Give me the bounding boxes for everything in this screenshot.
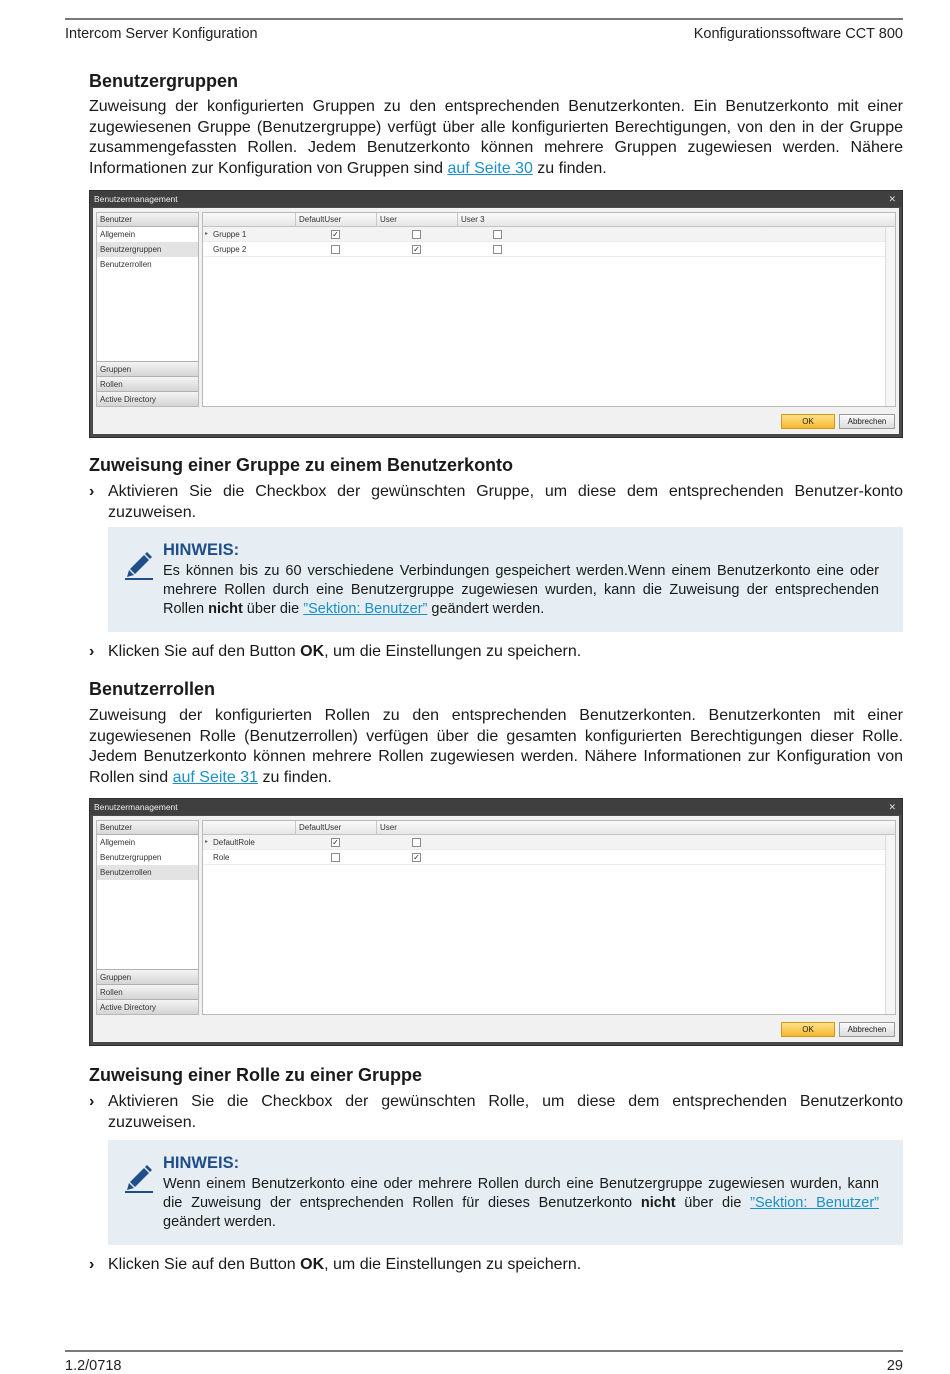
sidebar-item[interactable]: Allgemein xyxy=(100,230,136,239)
text: über die xyxy=(242,601,304,617)
checkbox[interactable] xyxy=(412,838,421,847)
table-row[interactable] xyxy=(203,850,895,865)
window-titlebar xyxy=(90,191,902,207)
sidebar-footer-item[interactable]: Gruppen xyxy=(97,969,198,984)
text-bold: nicht xyxy=(640,1195,676,1211)
sidebar-footer-item[interactable]: Active Directory xyxy=(97,999,198,1014)
text-bold: nicht xyxy=(208,601,243,617)
sidebar-item[interactable]: Allgemein xyxy=(100,838,136,847)
bullet-step xyxy=(89,482,903,523)
text: zu finden. xyxy=(532,159,607,177)
checkbox[interactable] xyxy=(493,230,502,239)
column-header[interactable]: DefaultUser xyxy=(295,821,376,835)
cancel-button[interactable]: Abbrechen xyxy=(839,414,895,429)
window-titlebar xyxy=(90,799,902,815)
page-header xyxy=(65,18,903,42)
table-row[interactable] xyxy=(203,835,895,850)
bullet-step xyxy=(89,1255,903,1276)
sidebar-item[interactable]: Benutzergruppen xyxy=(97,242,198,257)
page-footer xyxy=(65,1350,903,1374)
text-bold: OK xyxy=(300,1256,325,1273)
column-header[interactable]: User xyxy=(376,213,457,227)
section-text-benutzerrollen xyxy=(89,706,903,788)
close-icon[interactable]: ✕ xyxy=(888,194,896,204)
checkbox[interactable] xyxy=(412,230,421,239)
checkbox[interactable] xyxy=(331,245,340,254)
row-indicator-icon: ▸ xyxy=(205,231,209,237)
row-indicator-icon: ▸ xyxy=(205,839,209,845)
checkbox[interactable] xyxy=(493,245,502,254)
note-box xyxy=(108,527,903,632)
note-title: HINWEIS: xyxy=(163,541,240,559)
column-header[interactable]: User 3 xyxy=(457,213,538,227)
sidebar-item[interactable]: Benutzerrollen xyxy=(97,865,198,880)
sidebar-header[interactable]: Benutzer xyxy=(97,821,198,835)
sidebar xyxy=(96,212,199,407)
arrow-icon: › xyxy=(89,1093,95,1110)
bullet-step xyxy=(89,642,903,663)
sidebar-item[interactable]: Benutzerrollen xyxy=(100,260,152,269)
grid-header xyxy=(203,213,895,227)
text: Klicken Sie auf den Button xyxy=(108,643,301,660)
text: , um die Einstellungen zu speichern. xyxy=(324,1256,582,1273)
sidebar-footer-item[interactable]: Active Directory xyxy=(97,391,198,406)
vertical-scrollbar[interactable] xyxy=(885,227,895,406)
row-label: Role xyxy=(213,853,230,862)
table-row[interactable] xyxy=(203,242,895,257)
column-header[interactable]: User xyxy=(376,821,457,835)
checkbox[interactable]: ✓ xyxy=(413,245,420,254)
grid-header xyxy=(203,821,895,835)
arrow-icon: › xyxy=(89,643,95,660)
text: Wenn einem Benutzerkonto eine oder mehrere Rollen durch eine Benutzergruppe zugewiesen wurden, kann die Zuweisung der entsprechenden Rollen für dieses Benutzerkonto xyxy=(163,1176,879,1211)
window-title: Benutzermanagement xyxy=(94,802,178,812)
checkbox[interactable]: ✓ xyxy=(332,230,339,239)
column-header[interactable]: DefaultUser xyxy=(295,213,376,227)
text: Klicken Sie auf den Button xyxy=(108,1256,301,1273)
section-title-benutzerrollen: Benutzerrollen xyxy=(89,679,216,699)
note-box xyxy=(108,1140,903,1245)
text: geändert werden. xyxy=(163,1214,276,1230)
close-icon[interactable]: ✕ xyxy=(888,802,896,812)
page-number: 29 xyxy=(886,1358,903,1374)
section-title-gruppe-zuweisung: Zuweisung einer Gruppe zu einem Benutzerkonto xyxy=(89,455,514,475)
section-title-rolle-zuweisung: Zuweisung einer Rolle zu einer Gruppe xyxy=(89,1065,423,1085)
ok-button[interactable]: OK xyxy=(781,414,835,429)
arrow-icon: › xyxy=(89,1256,95,1273)
sidebar xyxy=(96,820,199,1015)
note-text xyxy=(163,1175,879,1232)
note-text xyxy=(163,562,879,619)
row-label: Gruppe 2 xyxy=(213,245,247,254)
section-title-benutzergruppen: Benutzergruppen xyxy=(89,71,239,91)
header-right: Konfigurationssoftware CCT 800 xyxy=(693,26,903,42)
text: zu finden. xyxy=(258,768,332,786)
page-link[interactable]: auf Seite 30 xyxy=(447,159,533,177)
sidebar-header[interactable]: Benutzer xyxy=(97,213,198,227)
note-title: HINWEIS: xyxy=(163,1154,240,1172)
text: über die xyxy=(675,1195,751,1211)
pencil-icon xyxy=(122,1160,156,1194)
pencil-icon xyxy=(122,547,156,581)
table-row[interactable] xyxy=(203,227,895,242)
window-body xyxy=(93,816,899,1042)
checkbox[interactable] xyxy=(331,853,340,862)
cancel-button[interactable]: Abbrechen xyxy=(839,1022,895,1037)
text: Zuweisung der konfigurierten Gruppen zu den entsprechenden Benutzerkonten. Ein Benutzerkonto mit einer zugewiesenen Gruppe (Benutzergruppe) verfügt über alle konfigurierten Berechtigungen, von den in der Gruppe zusammengefassten Rollen. Jedem Benutzerkonto können mehrere Gruppen zugewiesen werden. Nähere Informationen zur Konfiguration von Gruppen sind xyxy=(89,98,903,177)
sidebar-footer-item[interactable]: Rollen xyxy=(97,984,198,999)
text: Zuweisung der konfigurierten Rollen zu den entsprechenden Benutzerkonten. Benutzerkonten mit einer zugewiesenen Rolle (Benutzerrollen) verfügen über die gesamten konfigurierten Berechtigungen dieser Rolle. Jedem Benutzerkonto können mehrere Rollen zugewiesen werden. Nähere Informationen zur Konfiguration von Rollen sind xyxy=(89,707,903,786)
screenshot-benutzermanagement-gruppen xyxy=(89,190,903,438)
text: Aktivieren Sie die Checkbox der gewünschten Gruppe, um diese dem entsprechenden Benutzer-konto zuzuweisen. xyxy=(108,483,903,521)
text: , um die Einstellungen zu speichern. xyxy=(324,643,582,660)
section-link[interactable]: ”Sektion: Benutzer” xyxy=(750,1195,879,1211)
page-link[interactable]: auf Seite 31 xyxy=(172,768,259,786)
screenshot-benutzermanagement-rollen xyxy=(89,798,903,1046)
section-link[interactable]: ”Sektion: Benutzer” xyxy=(303,601,428,617)
sidebar-item[interactable]: Benutzergruppen xyxy=(100,853,162,862)
sidebar-footer-item[interactable]: Gruppen xyxy=(97,361,198,376)
bullet-step xyxy=(89,1092,903,1133)
ok-button[interactable]: OK xyxy=(781,1022,835,1037)
text: Es können bis zu 60 verschiedene Verbindungen gespeichert werden.Wenn einem Benutzerkonto eine oder mehrere Rollen durch eine Benutzergruppe zugewiesen wurden, kann die Zuweisung der entsprechenden Rollen xyxy=(163,563,879,617)
data-grid xyxy=(202,820,896,1015)
text: Aktivieren Sie die Checkbox der gewünschten Rolle, um diese dem entsprechenden Benutzerkonto zuzuweisen. xyxy=(108,1093,903,1131)
header-left: Intercom Server Konfiguration xyxy=(65,26,258,42)
section-text-benutzergruppen xyxy=(89,97,903,179)
window-body xyxy=(93,208,899,434)
footer-version: 1.2/0718 xyxy=(65,1358,122,1374)
data-grid xyxy=(202,212,896,407)
text-bold: OK xyxy=(300,643,325,660)
window-title: Benutzermanagement xyxy=(94,194,178,204)
row-label: DefaultRole xyxy=(213,838,255,847)
row-label: Gruppe 1 xyxy=(213,230,247,239)
sidebar-footer-item[interactable]: Rollen xyxy=(97,376,198,391)
checkbox[interactable]: ✓ xyxy=(332,838,339,847)
checkbox[interactable]: ✓ xyxy=(413,853,420,862)
vertical-scrollbar[interactable] xyxy=(885,835,895,1014)
arrow-icon: › xyxy=(89,483,95,500)
text: geändert werden. xyxy=(427,601,545,617)
